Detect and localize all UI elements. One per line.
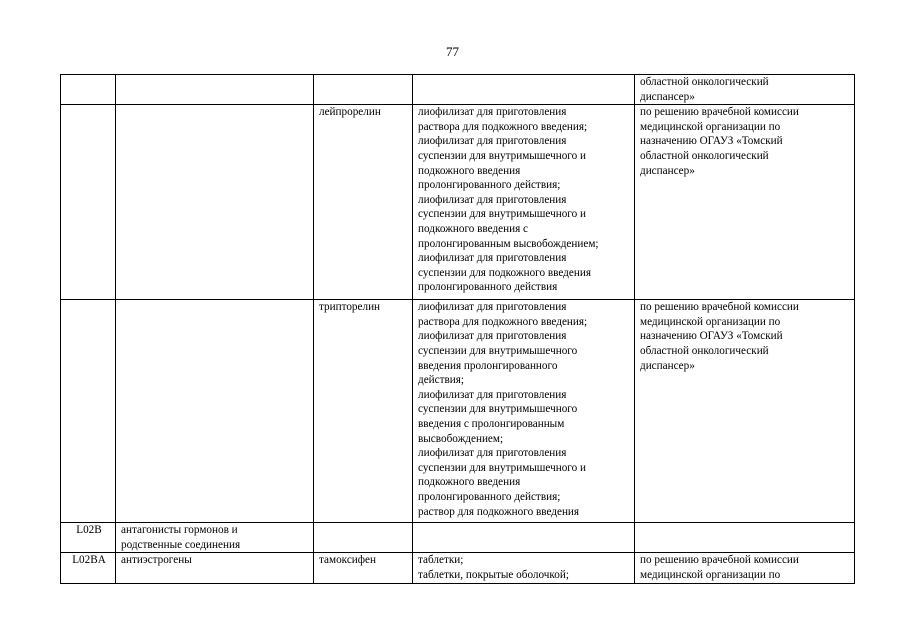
dosage-form-line: суспензии для подкожного введения [418,266,591,279]
atc-code-cell [61,553,116,583]
note-line: назначению ОГАУЗ «Томский [640,135,783,148]
note-line: областной онкологический [640,344,769,357]
note-cell [635,75,855,105]
group-line: антиэстрогены [121,554,192,567]
page-number: 77 [446,44,459,59]
dosage-form-line: таблетки; [418,554,464,567]
note-cell [635,553,855,583]
group-cell [116,75,314,105]
note-line: медицинской организации по [640,568,781,581]
dosage-form-line: раствора для подкожного введения; [418,120,588,133]
dosage-form-line: высвобождением; [418,432,504,445]
dosage-form-line: подкожного введения [418,164,521,177]
note-line: диспансер» [640,90,695,103]
dosage-form-line: суспензии для внутримышечного [418,403,578,416]
drug-name-cell [314,300,413,523]
dosage-form-line: лиофилизат для приготовления [418,301,567,314]
dosage-form-line: пролонгированного действия [418,281,558,294]
drug-name-cell [314,75,413,105]
group-line: родственные соединения [121,538,241,551]
note-line: областной онкологический [640,76,769,88]
group-line: антагонисты гормонов и [121,524,238,537]
dosage-form-line: действия; [418,374,465,387]
atc-code: L02B [76,524,102,537]
dosage-form-line: введения пролонгированного [418,359,558,372]
note-line: по решению врачебной комиссии [640,301,799,314]
atc-code-cell [61,75,116,105]
dosage-forms-cell [413,75,635,105]
dosage-form-line: пролонгированного действия; [418,490,561,503]
note-line: областной онкологический [640,149,769,162]
drug-name-cell [314,523,413,553]
dosage-forms-cell [413,105,635,300]
dosage-forms-cell [413,553,635,583]
dosage-form-line: суспензии для внутримышечного и [418,208,586,221]
drug-name-cell [314,105,413,300]
drug-table-body [61,75,855,584]
atc-code-cell [61,300,116,523]
dosage-form-line: лиофилизат для приготовления [418,330,567,343]
atc-code: L02BA [72,554,106,567]
note-line: диспансер» [640,359,695,372]
drug-name: тамоксифен [319,554,376,567]
note-line: по решению врачебной комиссии [640,554,799,567]
dosage-form-line: введения с пролонгированным [418,417,565,430]
dosage-form-line: лиофилизат для приготовления [418,135,567,148]
drug-table [60,74,855,584]
group-cell [116,523,314,553]
dosage-form-line: лиофилизат для приготовления [418,388,567,401]
dosage-form-line: подкожного введения [418,476,521,489]
note-cell [635,523,855,553]
dosage-form-line: таблетки, покрытые оболочкой; [418,568,569,581]
dosage-form-line: суспензии для внутримышечного и [418,461,586,474]
group-cell [116,105,314,300]
atc-code-cell [61,105,116,300]
dosage-form-line: суспензии для внутримышечного [418,344,578,357]
dosage-form-line: лиофилизат для приготовления [418,252,567,265]
drug-name-cell [314,553,413,583]
note-line: диспансер» [640,164,695,177]
dosage-form-line: лиофилизат для приготовления [418,106,567,119]
group-cell [116,300,314,523]
dosage-forms-cell [413,300,635,523]
atc-code-cell [61,523,116,553]
dosage-form-line: пролонгированного действия; [418,179,561,192]
note-line: медицинской организации по [640,120,781,133]
dosage-forms-cell [413,523,635,553]
dosage-form-line: суспензии для внутримышечного и [418,149,586,162]
drug-name: лейпрорелин [319,106,381,119]
dosage-form-line: лиофилизат для приготовления [418,193,567,206]
table-row [61,300,855,523]
dosage-form-line: лиофилизат для приготовления [418,447,567,460]
dosage-form-line: пролонгированным высвобождением; [418,237,599,250]
note-line: по решению врачебной комиссии [640,106,799,119]
drug-name: трипторелин [319,301,381,314]
table-row [61,553,855,583]
note-line: медицинской организации по [640,315,781,328]
dosage-form-line: раствора для подкожного введения; [418,315,588,328]
table-row [61,105,855,300]
note-line: назначению ОГАУЗ «Томский [640,330,783,343]
group-cell [116,553,314,583]
note-cell [635,300,855,523]
dosage-form-line: раствор для подкожного введения [418,505,580,518]
table-row [61,523,855,553]
table-row [61,75,855,105]
dosage-form-line: подкожного введения с [418,222,528,235]
note-cell [635,105,855,300]
